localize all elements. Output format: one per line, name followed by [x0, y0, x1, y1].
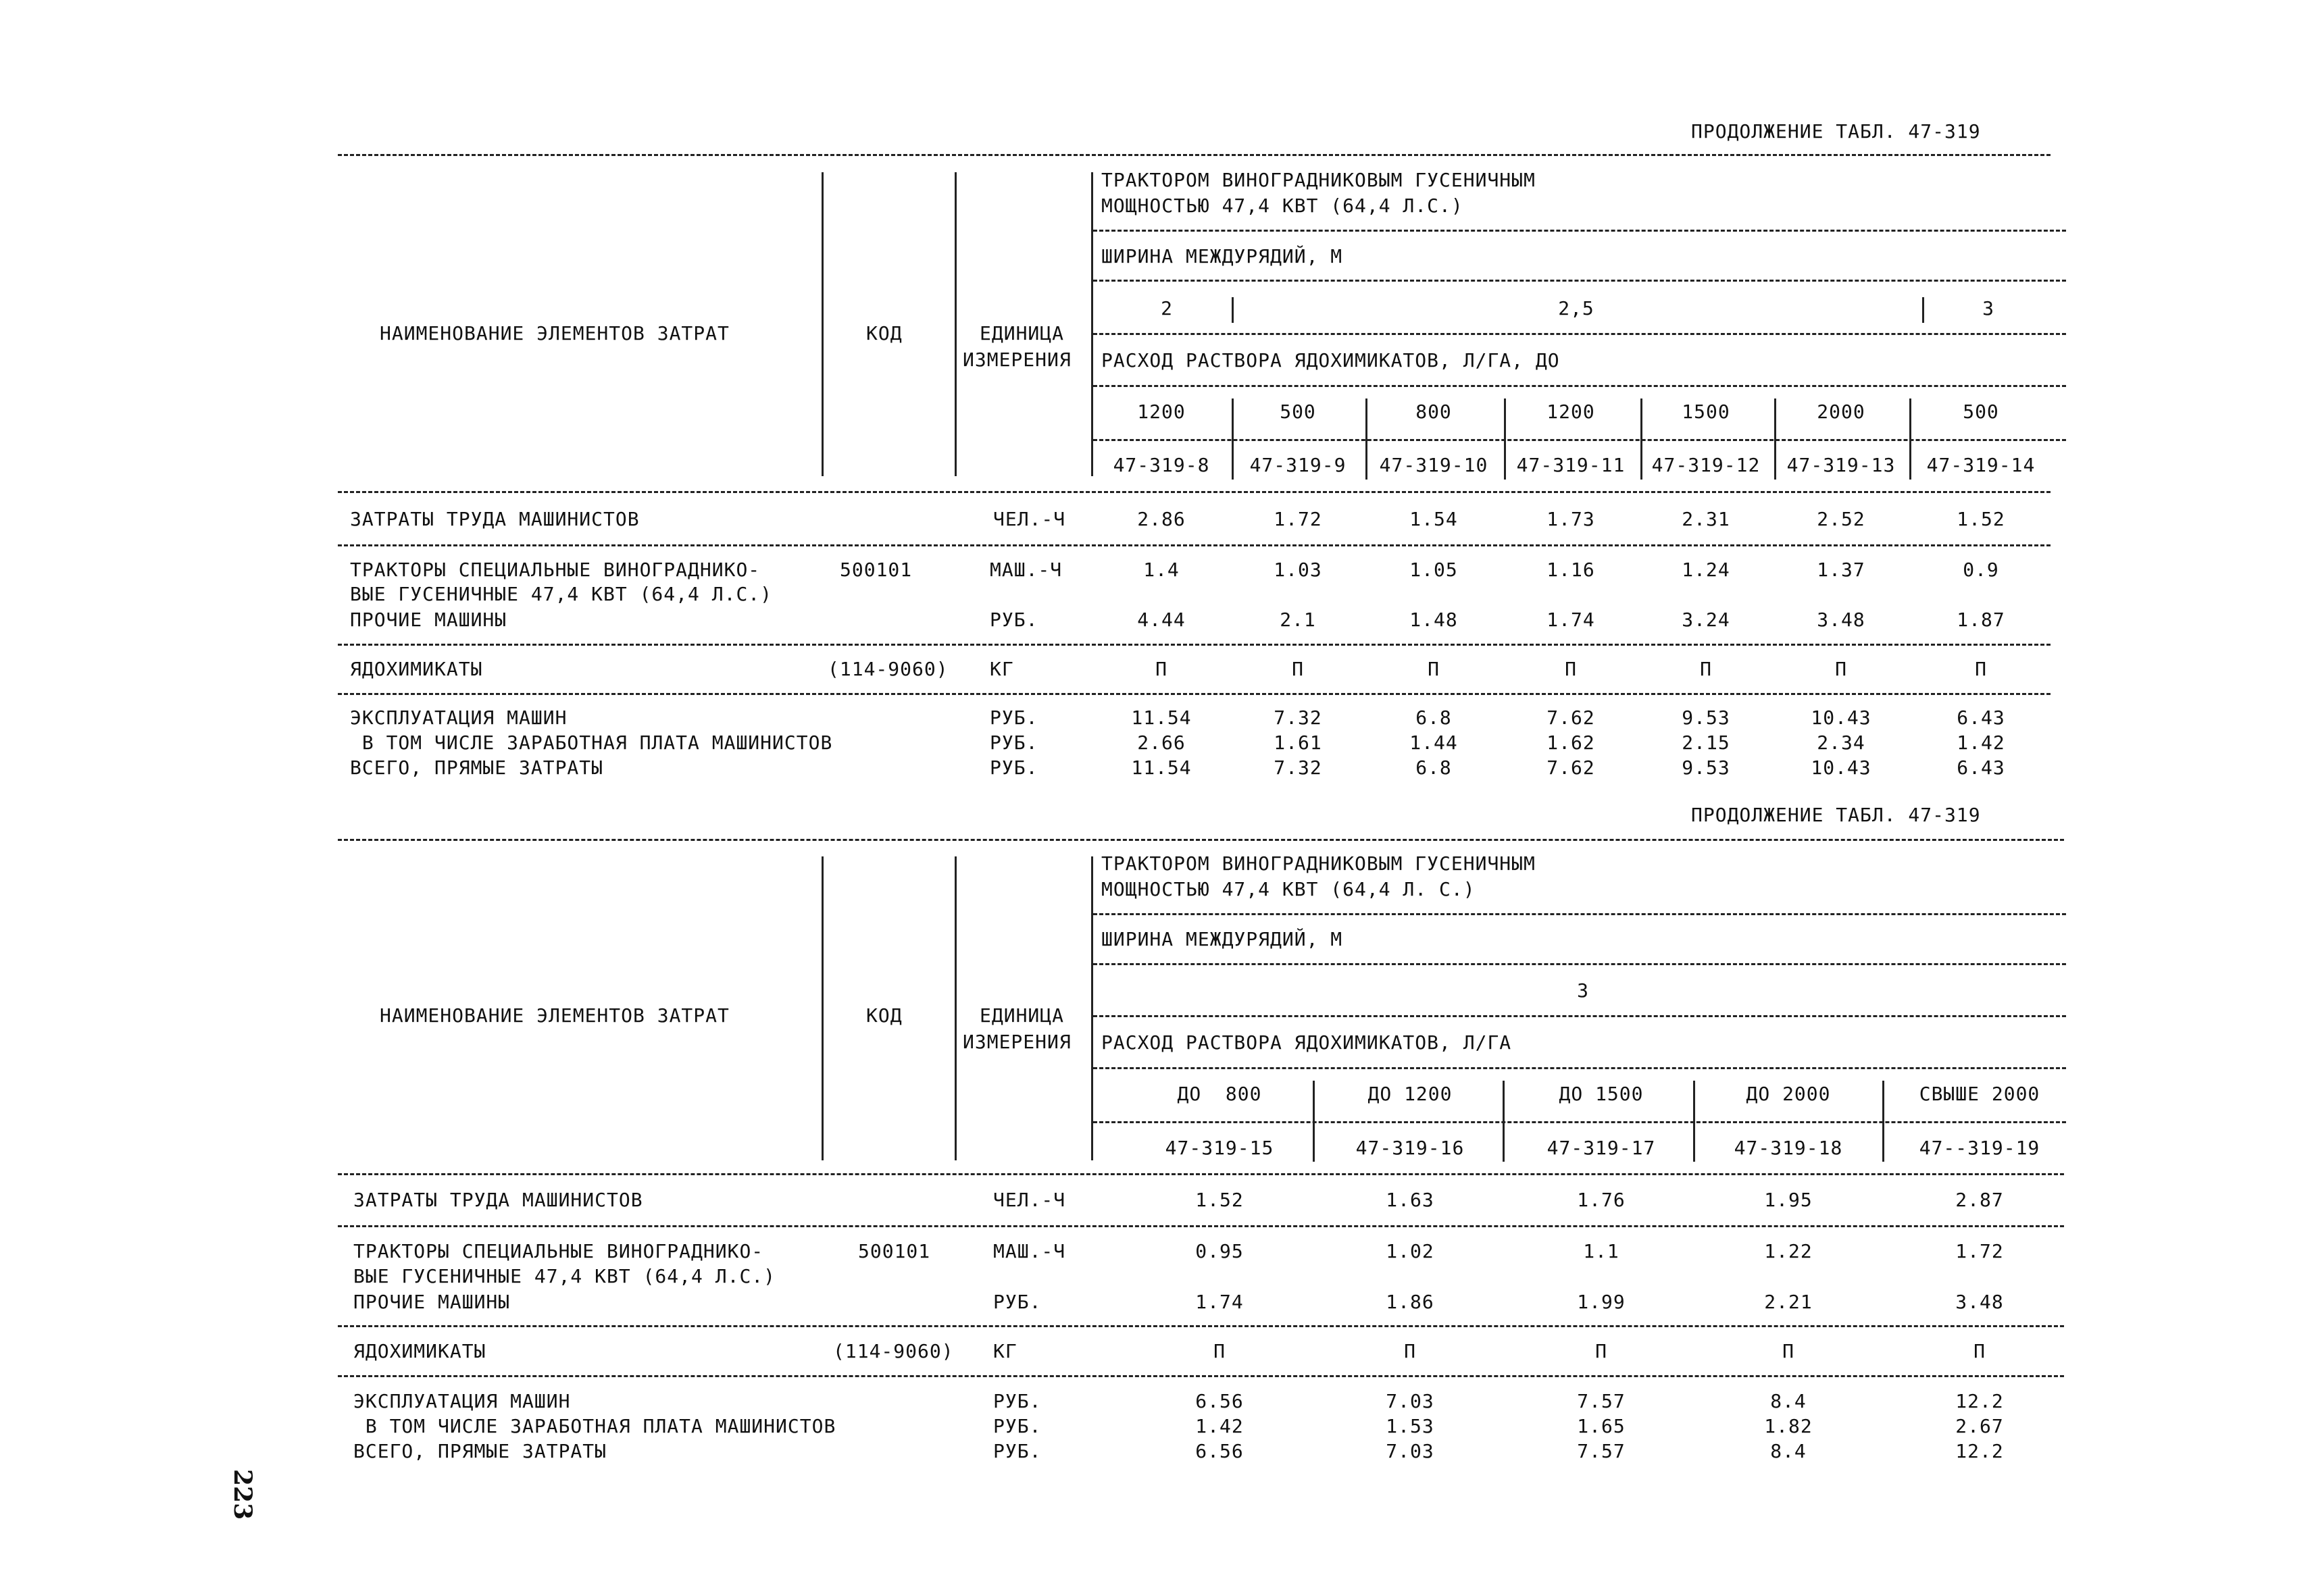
- t1-exploit-value-4: 7.62: [1546, 706, 1595, 729]
- t1-chem-value-7: П: [1975, 658, 1987, 680]
- t2-rate-2: ДО 1200: [1367, 1083, 1453, 1105]
- t2-code-5: 47--319-19: [1919, 1137, 2040, 1159]
- t1-total-value-7: 6.43: [1957, 756, 2005, 779]
- t1-code-5: 47-319-12: [1651, 454, 1761, 476]
- t1-tractors-name-1: ТРАКТОРЫ СПЕЦИАЛЬНЫЕ ВИНОГРАДНИКО-: [350, 559, 761, 581]
- t2-tractors-name-2: ВЫЕ ГУСЕНИЧНЫЕ 47,4 КВТ (64,4 Л.С.): [353, 1265, 776, 1287]
- t2-rule-h3: [1093, 1015, 2066, 1017]
- t1-wage-value-2: 1.61: [1274, 731, 1322, 754]
- t2-exploit-value-5: 12.2: [1955, 1390, 2004, 1412]
- t1-labor-value-7: 1.52: [1957, 508, 2005, 530]
- t2-rate-1: ДО 800: [1177, 1083, 1262, 1105]
- t2-wage-value-5: 2.67: [1955, 1415, 2004, 1437]
- t2-rule-h2: [1093, 963, 2066, 965]
- t2-other-value-2: 1.86: [1386, 1291, 1434, 1313]
- t2-method-line-1: ТРАКТОРОМ ВИНОГРАДНИКОВЫМ ГУСЕНИЧНЫМ: [1101, 852, 1536, 875]
- t2-labor-unit: ЧЕЛ.-Ч: [993, 1189, 1066, 1211]
- t1-chem-value-4: П: [1565, 658, 1577, 680]
- t2-rule-h1: [1093, 913, 2066, 915]
- t1-header-code: КОД: [866, 322, 903, 344]
- t2-chem-value-1: П: [1213, 1340, 1226, 1362]
- t2-vline-code: [955, 856, 957, 1160]
- t1-tractors-unit: МАШ.-Ч: [990, 559, 1063, 581]
- t1-exploit-value-3: 6.8: [1415, 706, 1452, 729]
- t1-total-name: ВСЕГО, ПРЯМЫЕ ЗАТРАТЫ: [350, 756, 604, 779]
- t2-other-value-5: 3.48: [1955, 1291, 2004, 1313]
- t1-rule-h4: [1093, 385, 2066, 387]
- t1-code-4: 47-319-11: [1516, 454, 1626, 476]
- t1-tractors-value-2: 1.03: [1274, 559, 1322, 581]
- t2-other-name: ПРОЧИЕ МАШИНЫ: [353, 1291, 511, 1313]
- t1-tractors-value-4: 1.16: [1546, 559, 1595, 581]
- t1-rate-label: РАСХОД РАСТВОРА ЯДОХИМИКАТОВ, Л/ГА, ДО: [1101, 349, 1560, 371]
- t2-other-unit: РУБ.: [993, 1291, 1042, 1313]
- t2-exploit-name: ЭКСПЛУАТАЦИЯ МАШИН: [353, 1390, 571, 1412]
- t1-tractors-value-3: 1.05: [1409, 559, 1458, 581]
- t2-other-value-1: 1.74: [1195, 1291, 1244, 1313]
- t2-total-value-4: 8.4: [1770, 1440, 1807, 1462]
- t1-wage-value-6: 2.34: [1817, 731, 1865, 754]
- t1-vline-code: [955, 172, 957, 476]
- t1-labor-value-2: 1.72: [1274, 508, 1322, 530]
- t2-header-unit-2: ИЗМЕРЕНИЯ: [963, 1031, 1072, 1053]
- t2-rule-r3: [338, 1375, 2064, 1377]
- t1-rule-h5: [1093, 439, 2066, 441]
- t2-rule-h4: [1093, 1067, 2066, 1069]
- table2-caption: ПРОДОЛЖЕНИЕ ТАБЛ. 47-319: [1691, 804, 1981, 826]
- t2-tractors-name-1: ТРАКТОРЫ СПЕЦИАЛЬНЫЕ ВИНОГРАДНИКО-: [353, 1240, 764, 1262]
- t1-wage-unit: РУБ.: [990, 731, 1038, 754]
- t2-tractors-value-2: 1.02: [1386, 1240, 1434, 1262]
- t1-other-value-2: 2.1: [1280, 609, 1316, 631]
- t1-header-name: НАИМЕНОВАНИЕ ЭЛЕМЕНТОВ ЗАТРАТ: [380, 322, 730, 344]
- t1-vline-unit: [1091, 172, 1093, 476]
- t2-wage-value-1: 1.42: [1195, 1415, 1244, 1437]
- t2-total-value-3: 7.57: [1577, 1440, 1626, 1462]
- t2-wage-value-4: 1.82: [1764, 1415, 1813, 1437]
- t2-labor-value-3: 1.76: [1577, 1189, 1626, 1211]
- t1-labor-name: ЗАТРАТЫ ТРУДА МАШИНИСТОВ: [350, 508, 640, 530]
- t2-total-value-1: 6.56: [1195, 1440, 1244, 1462]
- t1-total-unit: РУБ.: [990, 756, 1038, 779]
- t1-total-value-2: 7.32: [1274, 756, 1322, 779]
- t1-rule-r1: [338, 544, 2051, 546]
- t1-exploit-value-1: 11.54: [1131, 706, 1192, 729]
- t2-code-2: 47-319-16: [1355, 1137, 1465, 1159]
- t1-wage-value-4: 1.62: [1546, 731, 1595, 754]
- t1-tractors-name-2: ВЫЕ ГУСЕНИЧНЫЕ 47,4 КВТ (64,4 Л.С.): [350, 583, 773, 605]
- t2-code-4: 47-319-18: [1734, 1137, 1843, 1159]
- t2-wage-value-3: 1.65: [1577, 1415, 1626, 1437]
- t1-labor-value-6: 2.52: [1817, 508, 1865, 530]
- t2-method-line-2: МОЩНОСТЬЮ 47,4 КВТ (64,4 Л. С.): [1101, 878, 1476, 900]
- t2-tractors-value-4: 1.22: [1764, 1240, 1813, 1262]
- t1-width-2: 2: [1161, 297, 1173, 319]
- t2-exploit-value-2: 7.03: [1386, 1390, 1434, 1412]
- t2-other-value-3: 1.99: [1577, 1291, 1626, 1313]
- t1-exploit-name: ЭКСПЛУАТАЦИЯ МАШИН: [350, 706, 568, 729]
- t2-rate-label: РАСХОД РАСТВОРА ЯДОХИМИКАТОВ, Л/ГА: [1101, 1031, 1512, 1054]
- t1-total-value-5: 9.53: [1682, 756, 1730, 779]
- t1-wage-value-3: 1.44: [1409, 731, 1458, 754]
- t2-chem-value-3: П: [1595, 1340, 1607, 1362]
- page-number: 223: [228, 1469, 257, 1520]
- t2-wage-unit: РУБ.: [993, 1415, 1042, 1437]
- t1-chem-name: ЯДОХИМИКАТЫ: [350, 658, 483, 680]
- t1-other-value-1: 4.44: [1137, 609, 1186, 631]
- t1-labor-value-5: 2.31: [1682, 508, 1730, 530]
- t1-labor-value-1: 2.86: [1137, 508, 1186, 530]
- t2-vline-name: [822, 856, 824, 1160]
- t1-total-value-1: 11.54: [1131, 756, 1192, 779]
- t1-wage-value-7: 1.42: [1957, 731, 2005, 754]
- t2-header-code: КОД: [866, 1004, 903, 1027]
- t2-exploit-value-1: 6.56: [1195, 1390, 1244, 1412]
- t2-chem-code: (114-9060): [833, 1340, 954, 1362]
- t1-chem-value-5: П: [1700, 658, 1712, 680]
- t2-rule-r1: [338, 1225, 2064, 1227]
- t2-vline-unit: [1091, 856, 1093, 1160]
- t2-labor-value-4: 1.95: [1764, 1189, 1813, 1211]
- t1-total-value-6: 10.43: [1811, 756, 1871, 779]
- t1-other-value-5: 3.24: [1682, 609, 1730, 631]
- t1-rule-h1: [1093, 230, 2066, 232]
- t2-chem-value-4: П: [1782, 1340, 1794, 1362]
- t1-wage-value-1: 2.66: [1137, 731, 1186, 754]
- t1-code-6: 47-319-13: [1786, 454, 1896, 476]
- t2-rate-5: СВЫШЕ 2000: [1919, 1083, 2040, 1105]
- t1-rule-h3: [1093, 333, 2066, 335]
- t1-wage-name: В ТОМ ЧИСЛЕ ЗАРАБОТНАЯ ПЛАТА МАШИНИСТОВ: [350, 731, 833, 754]
- t1-tractors-value-6: 1.37: [1817, 559, 1865, 581]
- t2-rate-4: ДО 2000: [1746, 1083, 1831, 1105]
- t1-method-line-1: ТРАКТОРОМ ВИНОГРАДНИКОВЫМ ГУСЕНИЧНЫМ: [1101, 169, 1536, 191]
- t2-width-label: ШИРИНА МЕЖДУРЯДИЙ, М: [1101, 928, 1343, 950]
- t1-chem-code: (114-9060): [828, 658, 949, 680]
- t1-rate-5: 1500: [1682, 401, 1730, 423]
- t1-exploit-value-6: 10.43: [1811, 706, 1871, 729]
- t1-other-name: ПРОЧИЕ МАШИНЫ: [350, 609, 507, 631]
- t2-other-value-4: 2.21: [1764, 1291, 1813, 1313]
- t2-tractors-value-5: 1.72: [1955, 1240, 2004, 1262]
- t1-total-value-4: 7.62: [1546, 756, 1595, 779]
- t2-labor-value-2: 1.63: [1386, 1189, 1434, 1211]
- t1-chem-value-6: П: [1835, 658, 1847, 680]
- t2-tractors-value-1: 0.95: [1195, 1240, 1244, 1262]
- t1-exploit-value-7: 6.43: [1957, 706, 2005, 729]
- t1-width-sep-1: [1232, 297, 1234, 323]
- t1-header-unit-1: ЕДИНИЦА: [980, 322, 1065, 344]
- t1-rate-1: 1200: [1137, 401, 1186, 423]
- t2-header-bottom-rule: [338, 1173, 2064, 1175]
- t2-rule-h5: [1093, 1121, 2066, 1123]
- t1-tractors-code: 500101: [840, 559, 913, 581]
- t1-total-value-3: 6.8: [1415, 756, 1452, 779]
- t1-header-unit-2: ИЗМЕРЕНИЯ: [963, 349, 1072, 371]
- t1-wage-value-5: 2.15: [1682, 731, 1730, 754]
- t2-chem-name: ЯДОХИМИКАТЫ: [353, 1340, 486, 1362]
- t1-method-line-2: МОЩНОСТЬЮ 47,4 КВТ (64,4 Л.С.): [1101, 195, 1463, 217]
- t1-chem-value-1: П: [1155, 658, 1167, 680]
- t1-rate-7: 500: [1963, 401, 1999, 423]
- t2-width-3: 3: [1577, 979, 1589, 1002]
- t2-tractors-code: 500101: [858, 1240, 931, 1262]
- t1-code-7: 47-319-14: [1926, 454, 2036, 476]
- t1-width-3: 3: [1982, 297, 1994, 319]
- t2-chem-value-2: П: [1404, 1340, 1416, 1362]
- t1-code-3: 47-319-10: [1379, 454, 1488, 476]
- t2-code-1: 47-319-15: [1165, 1137, 1274, 1159]
- t2-header-name: НАИМЕНОВАНИЕ ЭЛЕМЕНТОВ ЗАТРАТ: [380, 1004, 730, 1027]
- t1-chem-value-2: П: [1292, 658, 1304, 680]
- t1-vline-name: [822, 172, 824, 476]
- t1-other-value-3: 1.48: [1409, 609, 1458, 631]
- t2-rate-3: ДО 1500: [1559, 1083, 1644, 1105]
- t1-rule-r3: [338, 693, 2051, 695]
- t2-total-value-5: 12.2: [1955, 1440, 2004, 1462]
- t2-total-value-2: 7.03: [1386, 1440, 1434, 1462]
- t1-exploit-value-5: 9.53: [1682, 706, 1730, 729]
- t2-labor-value-1: 1.52: [1195, 1189, 1244, 1211]
- table2-top-rule: [338, 839, 2064, 841]
- t2-wage-name: В ТОМ ЧИСЛЕ ЗАРАБОТНАЯ ПЛАТА МАШИНИСТОВ: [353, 1415, 836, 1437]
- t2-labor-name: ЗАТРАТЫ ТРУДА МАШИНИСТОВ: [353, 1189, 643, 1211]
- t1-chem-value-3: П: [1428, 658, 1440, 680]
- t1-other-value-4: 1.74: [1546, 609, 1595, 631]
- t2-chem-value-5: П: [1973, 1340, 1986, 1362]
- table1-caption: ПРОДОЛЖЕНИЕ ТАБЛ. 47-319: [1691, 120, 1981, 143]
- t1-rule-r2: [338, 644, 2051, 646]
- t1-header-bottom-rule: [338, 491, 2051, 493]
- t1-labor-value-3: 1.54: [1409, 508, 1458, 530]
- t2-labor-value-5: 2.87: [1955, 1189, 2004, 1211]
- t1-width-2-5: 2,5: [1558, 297, 1594, 319]
- t1-rate-2: 500: [1280, 401, 1316, 423]
- t2-code-3: 47-319-17: [1546, 1137, 1656, 1159]
- t2-exploit-unit: РУБ.: [993, 1390, 1042, 1412]
- t1-rate-6: 2000: [1817, 401, 1865, 423]
- t1-tractors-value-5: 1.24: [1682, 559, 1730, 581]
- t1-exploit-value-2: 7.32: [1274, 706, 1322, 729]
- t1-other-value-7: 1.87: [1957, 609, 2005, 631]
- t2-rule-r2: [338, 1325, 2064, 1327]
- t2-exploit-value-4: 8.4: [1770, 1390, 1807, 1412]
- t1-tractors-value-7: 0.9: [1963, 559, 1999, 581]
- t2-total-unit: РУБ.: [993, 1440, 1042, 1462]
- t1-chem-unit: КГ: [990, 658, 1014, 680]
- t2-tractors-value-3: 1.1: [1583, 1240, 1619, 1262]
- table1-top-rule: [338, 154, 2051, 156]
- t1-tractors-value-1: 1.4: [1143, 559, 1180, 581]
- t1-code-1: 47-319-8: [1113, 454, 1210, 476]
- t1-rule-h2: [1093, 280, 2066, 282]
- t1-code-2: 47-319-9: [1249, 454, 1347, 476]
- t1-rate-3: 800: [1415, 401, 1452, 423]
- t1-width-sep-2: [1922, 297, 1924, 323]
- t2-exploit-value-3: 7.57: [1577, 1390, 1626, 1412]
- t1-rate-4: 1200: [1546, 401, 1595, 423]
- t1-other-unit: РУБ.: [990, 609, 1038, 631]
- t2-header-unit-1: ЕДИНИЦА: [980, 1004, 1065, 1027]
- t1-exploit-unit: РУБ.: [990, 706, 1038, 729]
- t2-tractors-unit: МАШ.-Ч: [993, 1240, 1066, 1262]
- t1-labor-value-4: 1.73: [1546, 508, 1595, 530]
- t1-other-value-6: 3.48: [1817, 609, 1865, 631]
- t2-total-name: ВСЕГО, ПРЯМЫЕ ЗАТРАТЫ: [353, 1440, 607, 1462]
- t2-wage-value-2: 1.53: [1386, 1415, 1434, 1437]
- t1-labor-unit: ЧЕЛ.-Ч: [993, 508, 1066, 530]
- t2-chem-unit: КГ: [993, 1340, 1017, 1362]
- t1-width-label: ШИРИНА МЕЖДУРЯДИЙ, М: [1101, 245, 1343, 267]
